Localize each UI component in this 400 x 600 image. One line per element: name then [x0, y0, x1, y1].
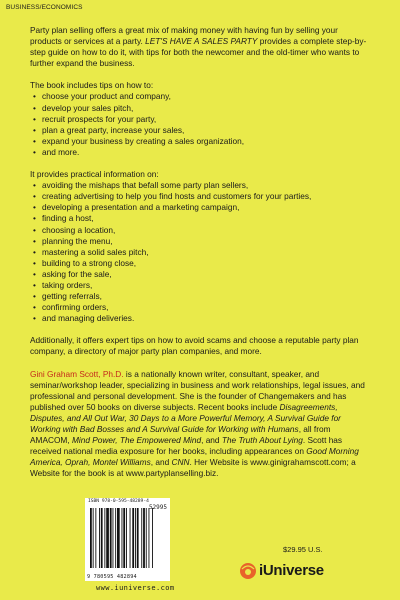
- list-item: • and more.: [42, 147, 370, 158]
- list-item: • asking for the sale,: [42, 269, 370, 280]
- isbn-barcode: [85, 498, 170, 581]
- category-label: BUSINESS/ECONOMICS: [6, 4, 83, 11]
- bio-text: , all from AMACOM,: [30, 424, 331, 446]
- list-item: • and managing deliveries.: [42, 313, 370, 324]
- list-item: • finding a host,: [42, 213, 370, 224]
- list-item: • confirming orders,: [42, 302, 370, 313]
- list-item: • developing a presentation and a marketing campaign,: [42, 202, 370, 213]
- list-item: • choose your product and company,: [42, 91, 370, 102]
- bio-text: . Her Website is www.ginigrahamscott.com; a Website for the book is at www.partyplanselling.biz.: [30, 457, 356, 479]
- intro-paragraph: [30, 25, 370, 69]
- book-titles: Mind Power, The Empowered Mind: [71, 435, 202, 446]
- intro-text-continued: provides a complete step-by-step guide on how to do it, with tips for both the newcomer and the old-timer who wants to further expand the business.: [30, 36, 367, 69]
- barcode-digits: 9 780595 482894: [87, 574, 137, 580]
- price-code: 52995: [148, 504, 167, 511]
- barcode-icon: [88, 506, 168, 570]
- practical-list: [30, 180, 370, 324]
- tips-list: [30, 91, 370, 158]
- list-item: • planning the menu,: [42, 236, 370, 247]
- publisher-logo: [238, 560, 324, 580]
- additional-paragraph: Additionally, it offers expert tips on how to avoid scams and choose a reputable party plan company, a directory of major party plan companies, and more.: [30, 335, 359, 357]
- publisher-name: iUniverse: [259, 561, 324, 579]
- iuniverse-logo-icon: [238, 560, 258, 580]
- list-item: • expand your business by creating a sales organization,: [42, 136, 370, 147]
- book-title: LET'S HAVE A SALES PARTY: [145, 36, 258, 47]
- show-titles: CNN: [171, 457, 190, 468]
- list-item: • creating advertising to help you find hosts and customers for your parties,: [42, 191, 370, 202]
- list-item: • building to a strong close,: [42, 258, 370, 269]
- bio-text: is a nationally known writer, consultant, speaker, and seminar/workshop leader, specializing in business and work relationships, legal issues, and professional and personal development. She is the founder of Changemakers and has published over 50 books on diverse subjects. Recent books include: [30, 368, 365, 412]
- price-label: $29.95 U.S.: [283, 545, 323, 554]
- show-titles: Good Morning America, Oprah, Montel Williams: [30, 446, 359, 468]
- back-cover-text: [30, 25, 370, 490]
- list-item: • getting referrals,: [42, 291, 370, 302]
- practical-lead: It provides practical information on:: [30, 169, 159, 180]
- tips-lead: The book includes tips on how to:: [30, 80, 154, 91]
- bio-text: . Scott has received national media exposure for her books, including appearances on: [30, 435, 343, 457]
- author-name: Gini Graham Scott, Ph.D.: [30, 368, 124, 379]
- publisher-website: www.iuniverse.com: [96, 584, 175, 592]
- list-item: • taking orders,: [42, 280, 370, 291]
- list-item: • develop your sales pitch,: [42, 103, 370, 114]
- list-item: • recruit prospects for your party,: [42, 114, 370, 125]
- list-item: • avoiding the mishaps that befall some party plan sellers,: [42, 180, 370, 191]
- list-item: • plan a great party, increase your sales,: [42, 125, 370, 136]
- isbn-number: ISBN 978-0-595-48289-4: [88, 499, 149, 504]
- list-item: • choosing a location,: [42, 225, 370, 236]
- bio-text: , and: [201, 435, 222, 446]
- intro-text: Party plan selling offers a great mix of making money with having fun by selling your products or services at a party.: [30, 25, 338, 47]
- list-item: • mastering a solid sales pitch,: [42, 247, 370, 258]
- book-titles: The Truth About Lying: [221, 435, 303, 446]
- author-bio: [30, 369, 370, 480]
- book-titles: Disagreements, Disputes, and All Out War, 30 Days to a More Powerful Memory, A Survival Guide for Working with Bad Bosses and A Survival Guide for Working with Humans: [30, 401, 341, 434]
- bio-text: , and: [150, 457, 172, 468]
